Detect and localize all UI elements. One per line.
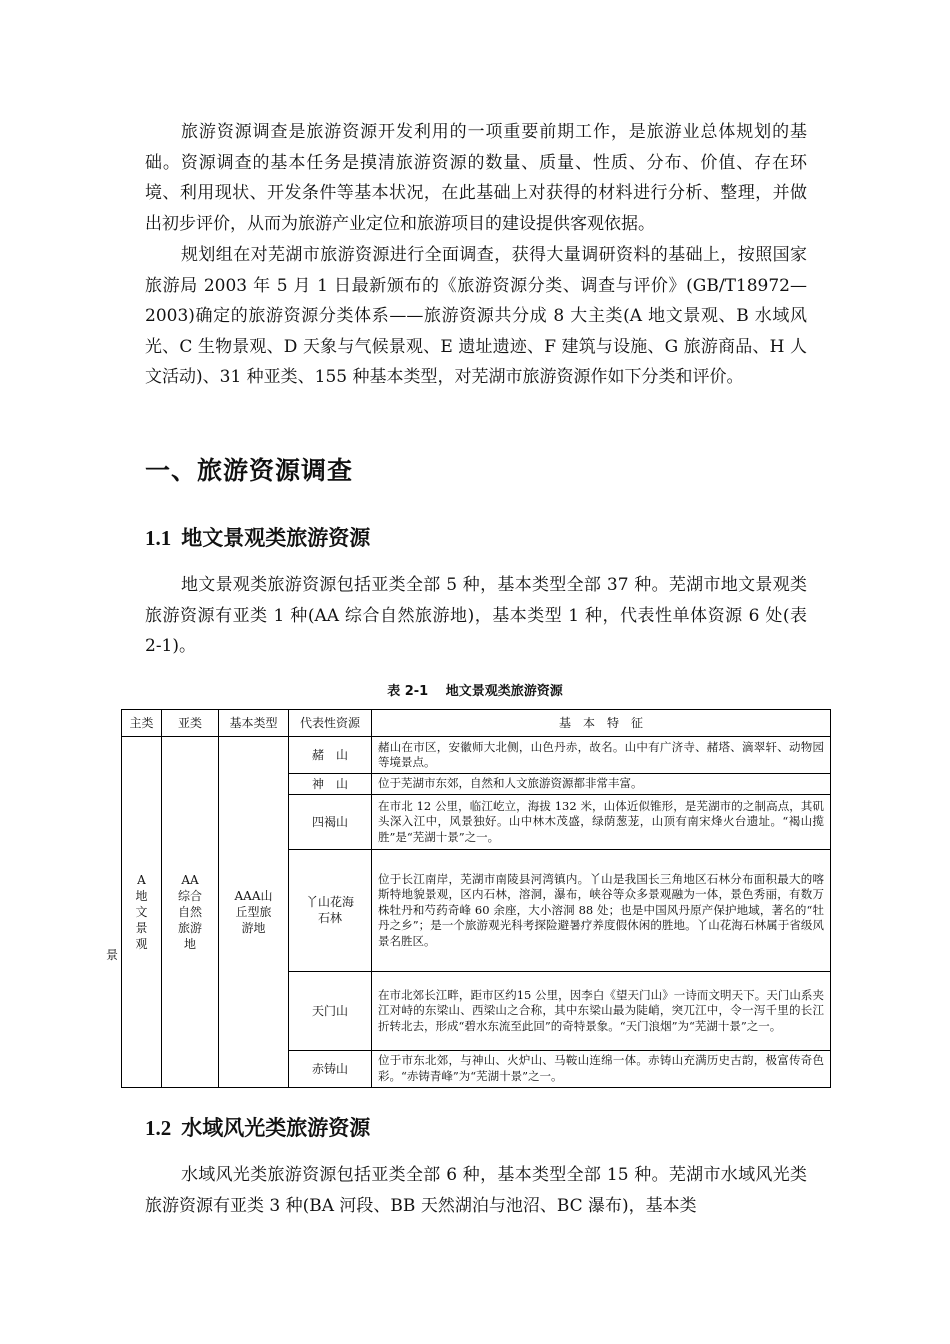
subsection-title: 地文景观类旅游资源 xyxy=(181,526,371,550)
cell-feature: 位于市东北郊，与神山、火炉山、马鞍山连绵一体。赤铸山充满历史古韵，极富传奇色彩。“赤铸青峰”为“芜湖十景”之一。 xyxy=(372,1050,831,1087)
section-heading-1: 一、旅游资源调查 xyxy=(145,456,354,485)
cell-resource-name: 赭 山 xyxy=(289,737,372,774)
cell-sub-class: AA综合自然旅游地 xyxy=(162,737,219,1088)
cell-basic-type: AAA山丘型旅游地 xyxy=(219,737,289,1088)
subsection-heading-1-2 xyxy=(145,1112,370,1142)
header-resource: 代表性资源 xyxy=(289,710,372,737)
header-main-class: 主类 xyxy=(122,710,162,737)
cell-feature: 在市北郊长江畔，距市区约15 公里，因李白《望天门山》一诗而文明天下。天门山系夹江对峙的东梁山、西梁山之合称，其中东梁山最为陡峭，突兀江中，令一泻千里的长江折转北去，形成“碧水东流至此回”的奇特景象。“天门浪烟”为“芜湖十景”之一。 xyxy=(372,971,831,1050)
cell-main-class: A地文景观 xyxy=(122,737,162,1088)
intro-paragraph-1: 旅游资源调查是旅游资源开发利用的一项重要前期工作，是旅游业总体规划的基础。资源调查的基本任务是摸清旅游资源的数量、质量、性质、分布、价值、存在环境、利用现状、开发条件等基本状况，在此基础上对获得的材料进行分析、整理，并做出初步评价，从而为旅游产业定位和旅游项目的建设提供客观依据。 xyxy=(145,122,807,234)
intro-paragraph-2: 规划组在对芜湖市旅游资源进行全面调查，获得大量调研资料的基础上，按照国家旅游局 2003 年 5 月 1 日最新颁布的《旅游资源分类、调查与评价》(GB/T18972—2003)确定的旅游资源分类体系——旅游资源共分成 8 大主类(A 地文景观、B 水域风光、C 生物景观、D 天象与气候景观、E 遗址遗迹、F 建筑与设施、G 旅游商品、H 人文活动)、31 种亚类、155 种基本类型，对芜湖市旅游资源作如下分类和评价。 xyxy=(145,245,807,387)
water-paragraph: 水域风光类旅游资源包括亚类全部 6 种，基本类型全部 15 种。芜湖市水域风光类旅游资源有亚类 3 种(BA 河段、BB 天然湖泊与池沼、BC 瀑布)，基本类 xyxy=(145,1165,807,1216)
cell-feature: 位于长江南岸，芜湖市南陵县河湾镇内。丫山是我国长三角地区石林分布面积最大的喀斯特地貌景观，区内石林，溶洞，瀑布，峡谷等众多景观融为一体，景色秀丽，有数万株牡丹和芍药奇峰 60 余座，大小溶洞 88 处；也是中国风丹原产保护地域，著名的“牡丹之乡”；是一个旅游观光科考探险避暑疗养度假休闲的胜地。丫山花海石林属于省级风景名胜区。 xyxy=(372,850,831,971)
cell-feature: 在市北 12 公里，临江屹立，海拔 132 米，山体近似锥形，是芜湖市的之制高点，其矶头深入江中，风景独好。山中林木茂盛，绿荫葱茏，山顶有南宋烽火台遗址。“褐山揽胜”是“芜湖十景”之一。 xyxy=(372,794,831,850)
subsection-number: 1.1 xyxy=(145,526,172,550)
landform-resource-table xyxy=(121,709,831,1088)
subsection-title: 水域风光类旅游资源 xyxy=(181,1116,371,1140)
header-sub-class: 亚类 xyxy=(162,710,219,737)
subsection-number: 1.2 xyxy=(145,1116,172,1140)
subsection-heading-1-1 xyxy=(145,522,370,552)
table-caption: 表 2-1 地文景观类旅游资源 xyxy=(387,684,563,699)
table-row xyxy=(122,737,831,774)
cell-resource-name: 天门山 xyxy=(289,971,372,1050)
cell-feature: 位于芜湖市东郊，自然和人文旅游资源都非常丰富。 xyxy=(372,774,831,795)
cell-resource-name: 四褐山 xyxy=(289,794,372,850)
cell-resource-name: 丫山花海石林 xyxy=(289,850,372,971)
cell-resource-name: 赤铸山 xyxy=(289,1050,372,1087)
header-basic-type: 基本类型 xyxy=(219,710,289,737)
cell-feature: 赭山在市区，安徽师大北侧，山色丹赤，故名。山中有广济寺、赭塔、滴翠轩、动物园等境景点。 xyxy=(372,737,831,774)
cell-resource-name: 神 山 xyxy=(289,774,372,795)
landform-paragraph: 地文景观类旅游资源包括亚类全部 5 种，基本类型全部 37 种。芜湖市地文景观类旅游资源有亚类 1 种(AA 综合自然旅游地)，基本类型 1 种，代表性单体资源 6 处(表 2-1)。 xyxy=(145,575,807,656)
table-header-row xyxy=(122,710,831,737)
overflow-character: 景 xyxy=(106,948,119,962)
header-feature: 基 本 特 征 xyxy=(372,710,831,737)
